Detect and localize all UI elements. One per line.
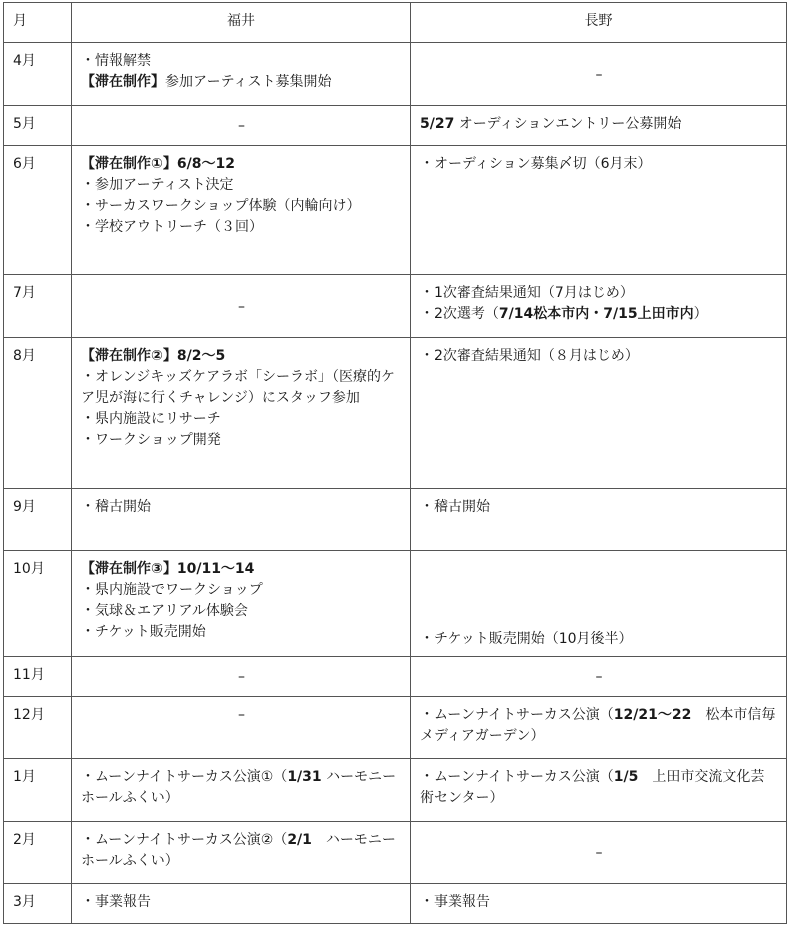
fukui-cell (72, 551, 411, 657)
text: ・ムーンナイトサーカス公演（ (420, 707, 614, 723)
month-cell: 4月 (4, 43, 72, 106)
date-label: 1/31 (287, 769, 322, 785)
fukui-cell: – (72, 106, 411, 146)
nagano-cell: ・稽古開始 (411, 489, 787, 551)
month-cell: 11月 (4, 657, 72, 697)
fukui-cell: – (72, 657, 411, 697)
list-item (81, 72, 402, 93)
fukui-cell: ・稽古開始 (72, 489, 411, 551)
list-item: ・県内施設にリサーチ (81, 411, 221, 427)
bold-label: 【滞在制作】 (81, 74, 165, 90)
list-item: ・サーカスワークショップ体験（内輪向け） (81, 198, 361, 214)
bold-label: 7/14松本市内・7/15上田市内 (498, 306, 694, 322)
table-row (4, 884, 787, 924)
month-cell: 5月 (4, 106, 72, 146)
header-row (4, 3, 787, 43)
nagano-cell: – (411, 657, 787, 697)
text: オーディションエントリー公募開始 (454, 116, 682, 132)
text: 松本市信毎メディアガーデン） (420, 707, 776, 744)
text: 上田市交流文化芸術センター） (420, 769, 765, 806)
table-row (4, 106, 787, 146)
table-row (4, 489, 787, 551)
fukui-cell: ・事業報告 (72, 884, 411, 924)
date-label: 1/5 (613, 769, 639, 785)
fukui-cell (72, 146, 411, 275)
list-item: ・県内施設でワークショップ (81, 582, 263, 598)
table-row (4, 759, 787, 822)
text: ハーモニーホールふくい） (81, 832, 396, 869)
text: ） (693, 306, 708, 322)
month-cell: 1月 (4, 759, 72, 822)
nagano-cell (411, 759, 787, 822)
list-item: ・参加アーティスト決定 (81, 177, 234, 193)
month-cell: 12月 (4, 697, 72, 759)
nagano-cell: – (411, 43, 787, 106)
table-row (4, 146, 787, 275)
header-month: 月 (4, 3, 72, 43)
nagano-cell: ・チケット販売開始（10月後半） (411, 551, 787, 657)
date-label: 2/1 (287, 832, 312, 848)
text: ハーモニーホールふくい） (81, 769, 397, 806)
header-nagano: 長野 (411, 3, 787, 43)
nagano-cell (411, 275, 787, 338)
list-item: ・ワークショップ開発 (81, 432, 221, 448)
list-item: ・1次審査結果通知（7月はじめ） (420, 285, 634, 301)
month-cell: 10月 (4, 551, 72, 657)
fukui-cell: – (72, 275, 411, 338)
text: ・ムーンナイトサーカス公演②（ (81, 832, 288, 848)
list-item: ・情報解禁 (81, 53, 151, 69)
text: ・ムーンナイトサーカス公演（ (420, 769, 614, 785)
list-item (420, 304, 778, 325)
list-item: ・学校アウトリーチ（３回） (81, 219, 263, 235)
fukui-cell (72, 338, 411, 489)
bold-label: 【滞在制作①】6/8〜12 (81, 156, 235, 172)
table-row (4, 338, 787, 489)
schedule-table (3, 2, 787, 924)
nagano-cell: ・2次審査結果通知（８月はじめ） (411, 338, 787, 489)
table-row (4, 551, 787, 657)
month-cell: 7月 (4, 275, 72, 338)
text: 参加アーティスト募集開始 (165, 74, 332, 90)
bold-label: 【滞在制作③】10/11〜14 (81, 561, 255, 577)
date-label: 5/27 (420, 116, 455, 132)
month-cell: 9月 (4, 489, 72, 551)
month-cell: 3月 (4, 884, 72, 924)
fukui-cell (72, 43, 411, 106)
nagano-cell: – (411, 822, 787, 884)
table-row (4, 275, 787, 338)
nagano-cell (411, 106, 787, 146)
nagano-cell (411, 697, 787, 759)
table-row (4, 822, 787, 884)
month-cell: 8月 (4, 338, 72, 489)
table-row (4, 657, 787, 697)
month-cell: 2月 (4, 822, 72, 884)
list-item: ・チケット販売開始 (81, 624, 206, 640)
table-row (4, 697, 787, 759)
nagano-cell: ・オーディション募集〆切（6月末） (411, 146, 787, 275)
text: ・2次選考（ (420, 306, 499, 322)
fukui-cell (72, 759, 411, 822)
fukui-cell: – (72, 697, 411, 759)
month-cell: 6月 (4, 146, 72, 275)
fukui-cell (72, 822, 411, 884)
nagano-cell: ・事業報告 (411, 884, 787, 924)
table-row (4, 43, 787, 106)
header-fukui: 福井 (72, 3, 411, 43)
bold-label: 【滞在制作②】8/2〜5 (81, 348, 226, 364)
date-label: 12/21〜22 (613, 707, 692, 723)
list-item: ・オレンジキッズケアラボ「シーラボ」（医療的ケア児が海に行くチャレンジ）にスタッフ参加 (81, 369, 396, 406)
list-item: ・気球＆エアリアル体験会 (81, 603, 248, 619)
text: ・ムーンナイトサーカス公演①（ (81, 769, 288, 785)
